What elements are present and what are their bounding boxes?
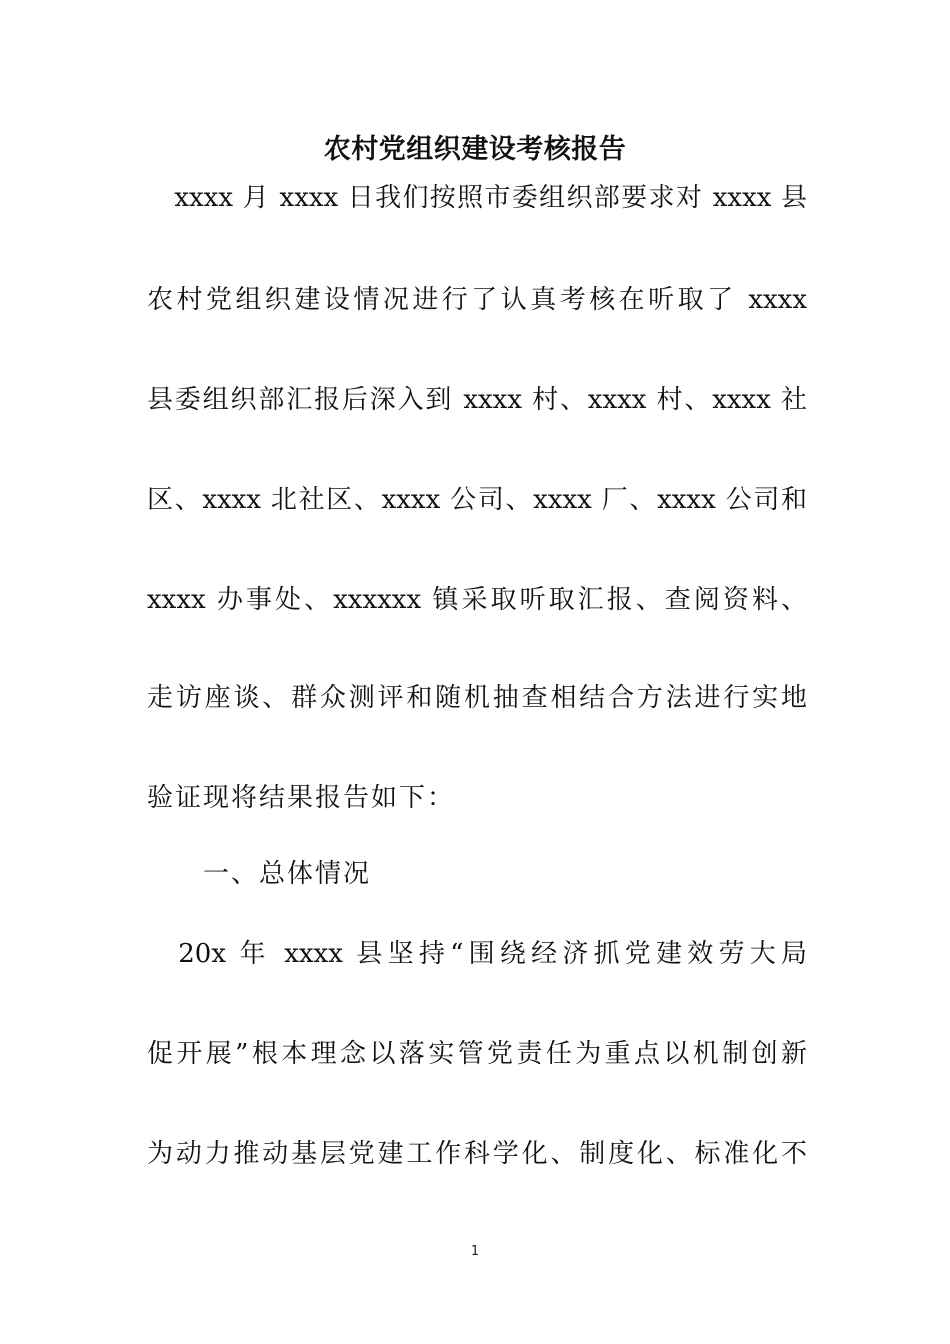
- paragraph-line: 县委组织部汇报后深入到 xxxx 村、xxxx 村、xxxx 社: [147, 385, 807, 415]
- paragraph-line: 验证现将结果报告如下：: [147, 783, 456, 813]
- paragraph-line: 走访座谈、群众测评和随机抽查相结合方法进行实地: [147, 683, 807, 713]
- document-title: 农村党组织建设考核报告: [323, 134, 627, 165]
- paragraph-line: xxxx 办事处、xxxxxx 镇采取听取汇报、查阅资料、: [147, 585, 807, 615]
- page-number: 1: [470, 1244, 480, 1259]
- paragraph-line: 促开展”根本理念以落实管党责任为重点以机制创新: [147, 1039, 807, 1069]
- paragraph-line: 为动力推动基层党建工作科学化、制度化、标准化不: [147, 1139, 807, 1169]
- section-heading: 一、总体情况: [203, 859, 372, 889]
- paragraph-line: 区、xxxx 北社区、xxxx 公司、xxxx 厂、xxxx 公司和: [147, 485, 807, 515]
- paragraph-line: xxxx 月 xxxx 日我们按照市委组织部要求对 xxxx 县: [147, 183, 807, 213]
- paragraph-line: 农村党组织建设情况进行了认真考核在听取了 xxxx: [147, 285, 807, 315]
- paragraph-line: 20x 年 xxxx 县坚持“围绕经济抓党建效劳大局: [147, 939, 807, 969]
